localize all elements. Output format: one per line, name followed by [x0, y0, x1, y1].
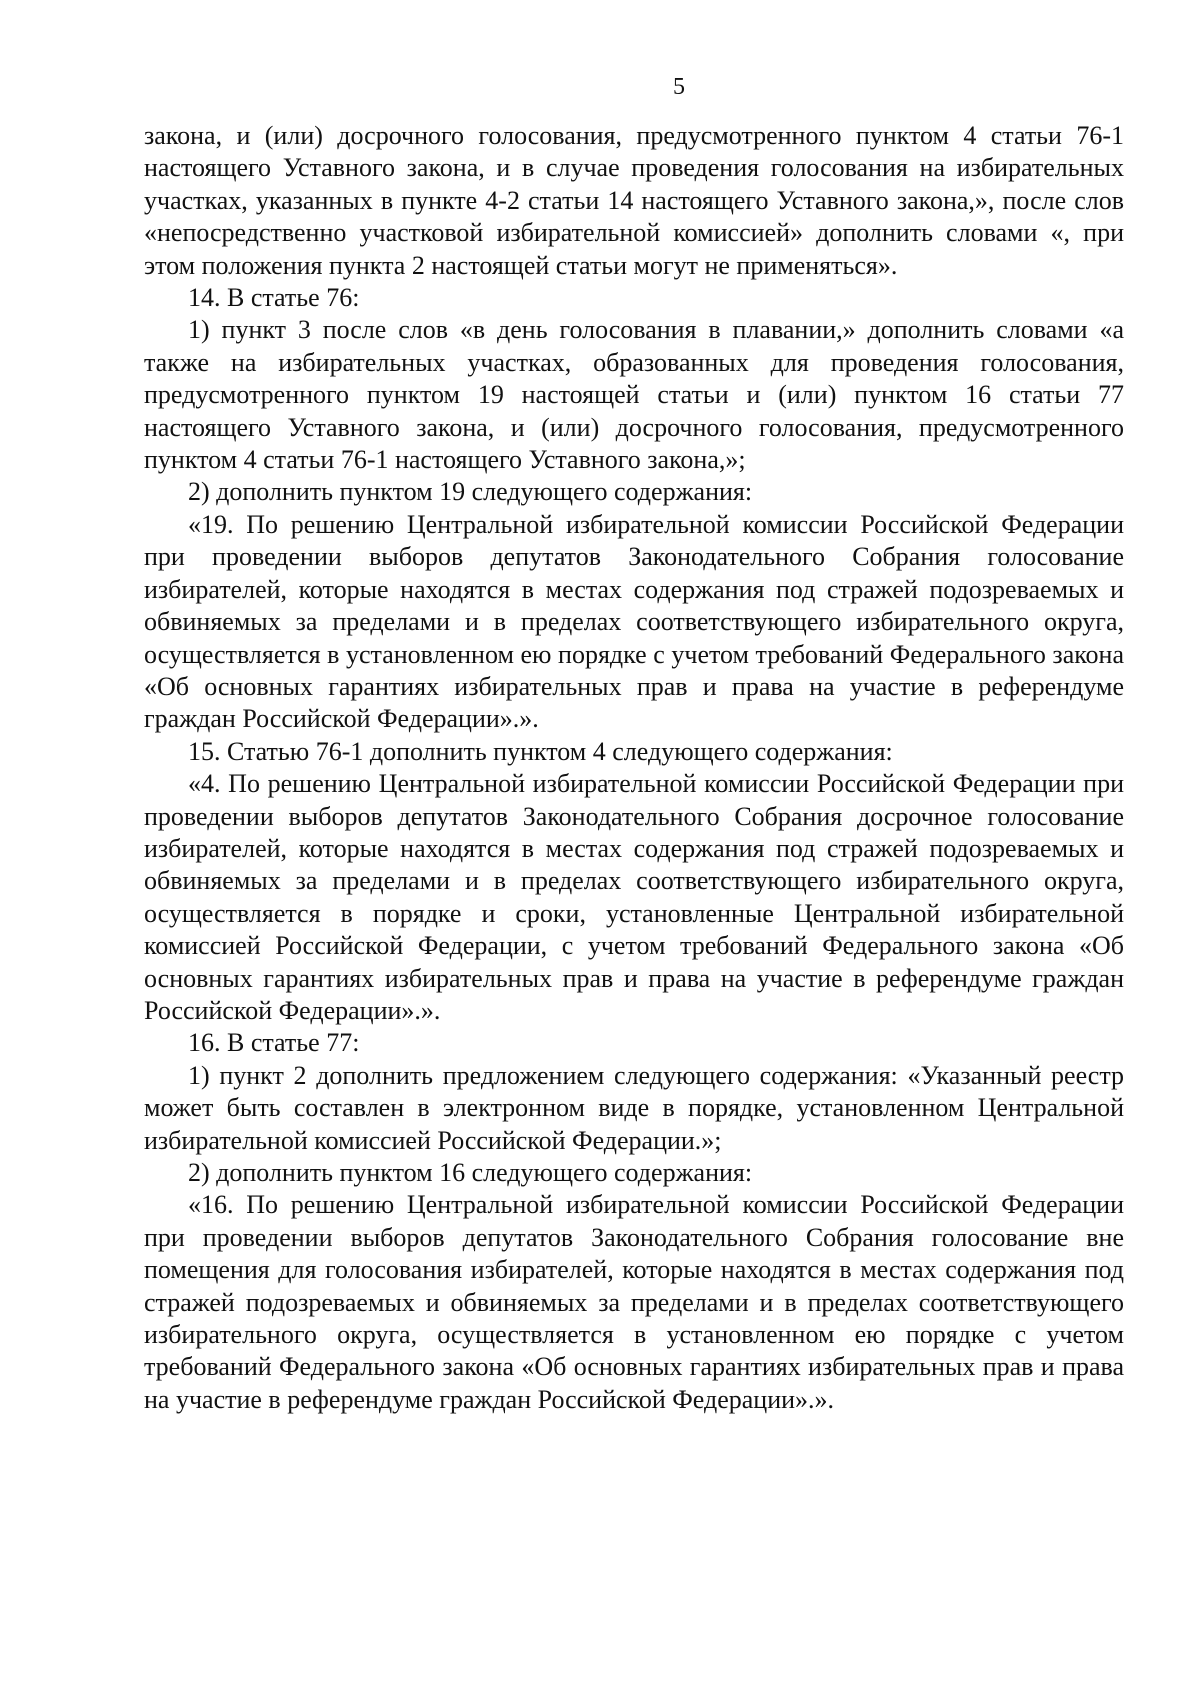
paragraph-item-14-2: 2) дополнить пунктом 19 следующего содержания:: [188, 477, 753, 507]
paragraph-quote-19: «19. По решению Центральной избирательной комиссии Российской Федерации при проведении выборов депутатов Законодательного Собрания голосование избирателей, которые находятся в местах содержания под стражей подозреваемых и обвиняемых за пределами и в пределах соответствующего избирательного округа, осуществляется в установленном ею порядке с учетом требований Федерального закона «Об основных гарантиях избирательных прав и права на участие в референдуме граждан Российской Федерации».».: [144, 509, 1124, 734]
paragraph-item-14-1: 1) пункт 3 после слов «в день голосования в плавании,» дополнить словами «а также на избирательных участках, образованных для проведения голосования, предусмотренного пунктом 19 настоящей статьи и (или) пунктом 16 статьи 77 настоящего Уставного закона, и (или) досрочного голосования, предусмотренного пунктом 4 статьи 76-1 настоящего Уставного закона,»;: [144, 315, 1124, 475]
page-number: 5: [673, 74, 685, 100]
paragraph-item-16-1: 1) пункт 2 дополнить предложением следующего содержания: «Указанный реестр может быть составлен в электронном виде в порядке, установленном Центральной избирательной комиссией Российской Федерации.»;: [144, 1060, 1124, 1155]
paragraph-item-14: 14. В статье 76:: [188, 283, 360, 313]
paragraph-continuation: закона, и (или) досрочного голосования, предусмотренного пунктом 4 статьи 76-1 настоящего Уставного закона, и в случае проведения голосования на избирательных участках, указанных в пункте 4-2 статьи 14 настоящего Уставного закона,», после слов «непосредственно участковой избирательной комиссией» дополнить словами «, при этом положения пункта 2 настоящей статьи могут не применяться».: [144, 121, 1124, 280]
paragraph-quote-4: «4. По решению Центральной избирательной комиссии Российской Федерации при проведении выборов депутатов Законодательного Собрания досрочное голосование избирателей, которые находятся в местах содержания под стражей подозреваемых и обвиняемых за пределами и в пределах соответствующего избирательного округа, осуществляется в порядке и сроки, установленные Центральной избирательной комиссией Российской Федерации, с учетом требований Федерального закона «Об основных гарантиях избирательных прав и права на участие в референдуме граждан Российской Федерации».».: [144, 769, 1124, 1025]
paragraph-item-15: 15. Статью 76-1 дополнить пунктом 4 следующего содержания:: [188, 736, 893, 766]
document-page: [144, 72, 1124, 1416]
paragraph-item-16-2: 2) дополнить пунктом 16 следующего содержания:: [188, 1158, 753, 1187]
paragraph-item-16: 16. В статье 77:: [188, 1028, 360, 1058]
paragraph-quote-16: «16. По решению Центральной избирательной комиссии Российской Федерации при проведении выборов депутатов Законодательного Собрания голосование вне помещения для голосования избирателей, которые находятся в местах содержания под стражей подозреваемых и обвиняемых за пределами и в пределах соответствующего избирательного округа, осуществляется в установленном ею порядке с учетом требований Федерального закона «Об основных гарантиях избирательных прав и права на участие в референдуме граждан Российской Федерации».».: [144, 1190, 1124, 1414]
